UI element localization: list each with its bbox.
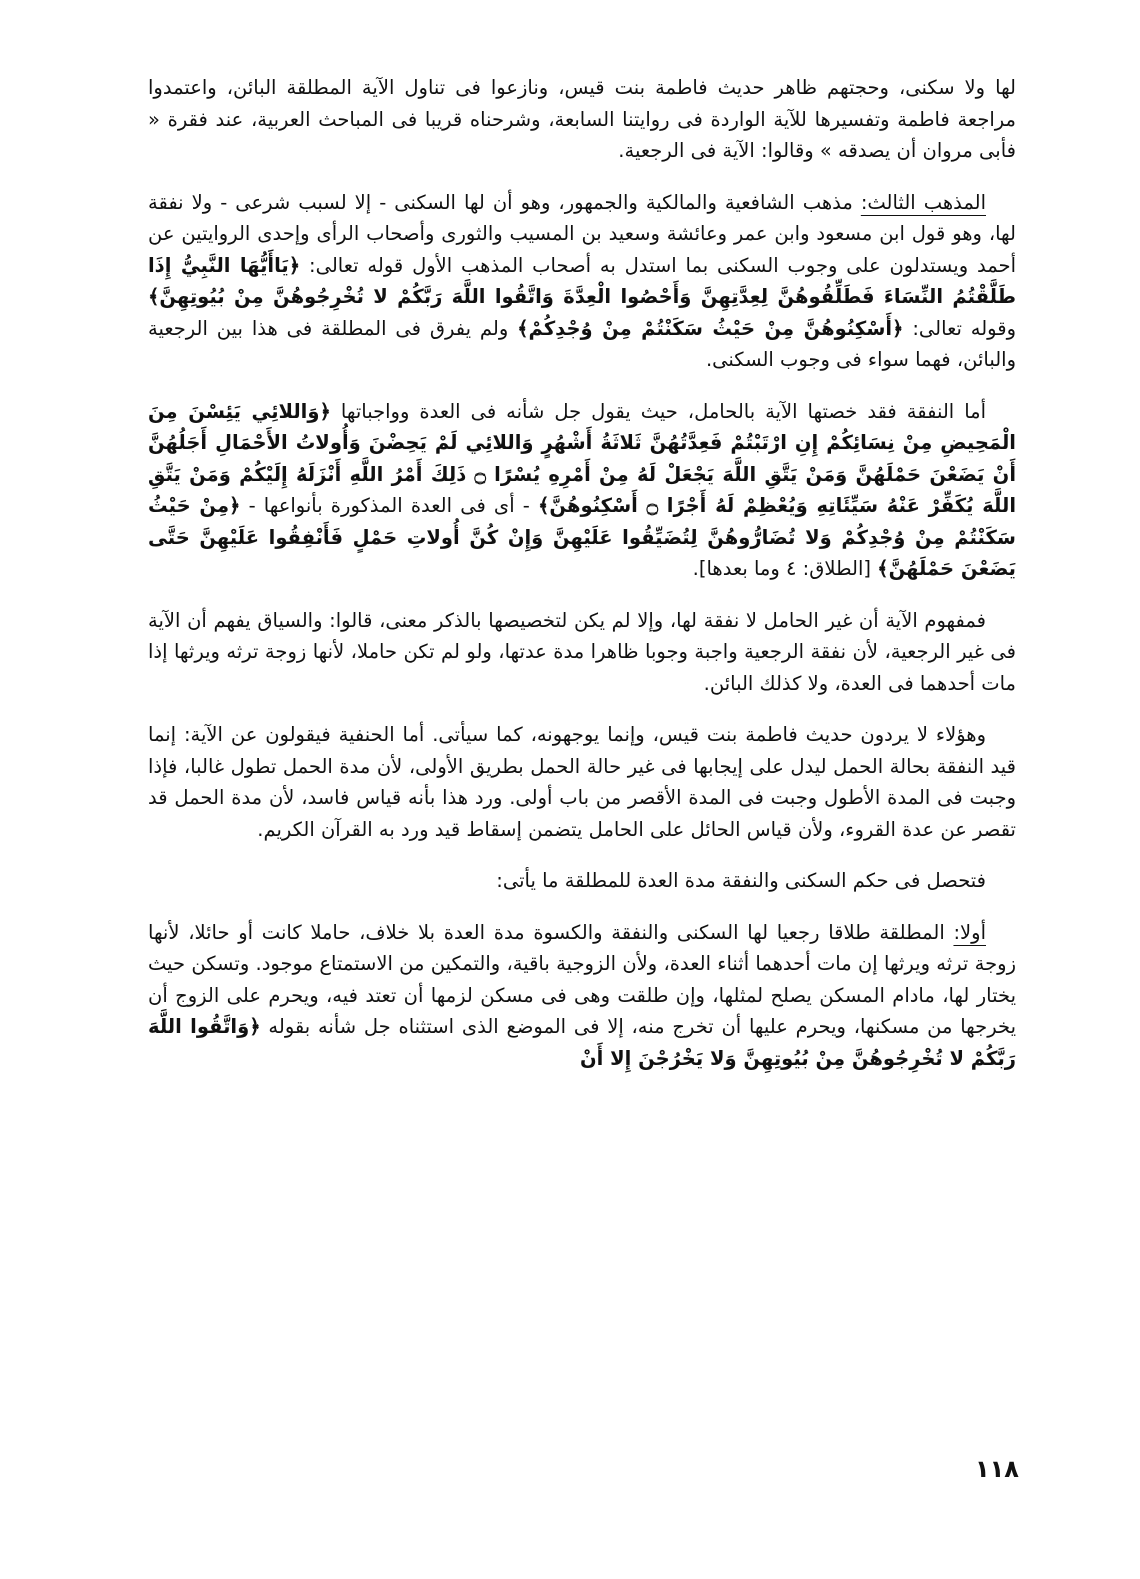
paragraph-7 [148, 917, 1016, 1075]
paragraph-2 [148, 187, 1016, 376]
paragraph-5 [148, 719, 1016, 845]
paragraph-6 [148, 865, 1016, 897]
paragraph-text: ولم يفرق فى المطلقة فى هذا بين الرجعية والبائن، فهما سواء فى وجوب السكنى. [148, 316, 1016, 371]
paragraph-text: فتحصل فى حكم السكنى والنفقة مدة العدة للمطلقة ما يأتى: [496, 869, 986, 892]
paragraph-text: فمفهوم الآية أن غير الحامل لا نفقة لها، وإلا لم يكن لتخصيصها بالذكر معنى، قالوا: والسياق يفهم أن الآية فى غير الرجعية، لأن نفقة الرجعية واجبة وجوبا ظاهرا مدة عدتها، ولو لم تكن حاملا، لأنها زوجة ترثه ويرثها إذا مات أحدهما فى العدة، ولا كذلك البائن. [148, 608, 1016, 695]
paragraph-1 [148, 72, 1016, 167]
paragraph-3 [148, 396, 1016, 585]
paragraph-text: أما النفقة فقد خصتها الآية بالحامل، حيث يقول جل شأنه فى العدة وواجباتها [330, 399, 986, 423]
paragraph-text: مذهب الشافعية والمالكية والجمهور، وهو أن لها السكنى - إلا لسبب شرعى - ولا نفقة لها، وهو قول ابن مسعود وابن عمر وعائشة وسعيد بن المسيب والثورى وأصحاب الرأى وإحدى الروايتين عن أحمد ويستدلون على وجوب السكنى بما استدل به أصحاب المذهب الأول قوله تعالى: [148, 190, 1016, 277]
paragraph-4 [148, 605, 1016, 700]
page-number: ١١٨ [975, 1455, 1019, 1483]
paragraph-text: وهؤلاء لا يردون حديث فاطمة بنت قيس، وإنما يوجهونه، كما سيأتى. أما الحنفية فيقولون عن الآية: إنما قيد النفقة بحالة الحمل ليدل على إيجابها فى غير حالة الحمل بطريق الأولى، لأن مدة الحمل تطول غالبا، فإذا وجبت فى المدة الأطول وجبت فى المدة الأقصر من باب أولى. ورد هذا بأنه قياس فاسد، لأن مدة الحمل قد تقصر عن عدة القروء، ولأن قياس الحائل على الحامل يتضمن إسقاط قيد ورد به القرآن الكريم. [148, 723, 1016, 841]
paragraph-text: لها ولا سكنى، وحجتهم ظاهر حديث فاطمة بنت قيس، ونازعوا فى تناول الآية المطلقة البائن، واعتمدوا مراجعة فاطمة وتفسيرها للآية الواردة فى روايتنا السابعة، وشرحناه قريبا فى المباحث العربية، عند فقرة « فأبى مروان أن يصدقه » وقالوا: الآية فى الرجعية. [148, 76, 1016, 162]
section-heading-first: أولا: [953, 920, 986, 944]
verse-citation: [الطلاق: ٤ وما بعدها]. [692, 557, 878, 580]
quran-verse: ﴿يَاأَيُّهَا النَّبِيُّ إِذَا طَلَّقْتُمُ النِّسَاءَ فَطَلِّقُوهُنَّ لِعِدَّتِهِنَّ وَأَحْصُوا الْعِدَّةَ وَاتَّقُوا اللَّهَ رَبَّكُمْ لا تُخْرِجُوهُنَّ مِنْ بُيُوتِهِنَّ﴾ [148, 253, 1016, 308]
document-page [148, 72, 1016, 1074]
paragraph-text: - أى فى العدة المذكورة بأنواعها - [240, 494, 538, 517]
quran-verse: ﴿وَاللائِي يَئِسْنَ مِنَ الْمَحِيضِ مِنْ نِسَائِكُمْ إِنِ ارْتَبْتُمْ فَعِدَّتُهُنَّ ثَلاثَةُ أَشْهُرٍ وَاللائِي لَمْ يَحِضْنَ وَأُولاتُ الأَحْمَالِ أَجَلُهُنَّ أَنْ يَضَعْنَ حَمْلَهُنَّ وَمَنْ يَتَّقِ اللَّهَ يَجْعَلْ لَهُ مِنْ أَمْرِهِ يُسْرًا ۝ ذَلِكَ أَمْرُ اللَّهِ أَنْزَلَهُ إِلَيْكُمْ وَمَنْ يَتَّقِ اللَّهَ يُكَفِّرْ عَنْهُ سَيِّئَاتِهِ وَيُعْظِمْ لَهُ أَجْرًا ۝ أَسْكِنُوهُنَّ﴾ [148, 399, 1017, 517]
quran-verse: ﴿أَسْكِنُوهُنَّ مِنْ حَيْثُ سَكَنْتُمْ مِنْ وُجْدِكُمْ﴾ [517, 316, 904, 340]
paragraph-text: المطلقة طلاقا رجعيا لها السكنى والنفقة والكسوة مدة العدة بلا خلاف، حاملا كانت أو حائلا، لأنها زوجة ترثه ويرثها إن مات أحدهما أثناء العدة، ولأن الزوجية باقية، والتمكين من الاستمتاع موجود. وتسكن حيث يختار لها، مادام المسكن يصلح لمثلها، وإن طلقت وهى فى مسكن لزمها أن تعتد فيه، ويحرم على الزوج أن يخرجها من مسكنها، ويحرم عليها أن تخرج منه، إلا فى الموضع الذى استثناه جل شأنه بقوله [148, 920, 1017, 1038]
quran-verse: ﴿وَاتَّقُوا اللَّهَ رَبَّكُمْ لا تُخْرِجُوهُنَّ مِنْ بُيُوتِهِنَّ وَلا يَخْرُجْنَ إِلا أَنْ [148, 1015, 1016, 1070]
quran-verse: ﴿مِنْ حَيْثُ سَكَنْتُمْ مِنْ وُجْدِكُمْ وَلا تُضَارُّوهُنَّ لِتُضَيِّقُوا عَلَيْهِنَّ وَإِنْ كُنَّ أُولاتِ حَمْلٍ فَأَنْفِقُوا عَلَيْهِنَّ حَتَّى يَضَعْنَ حَمْلَهُنَّ﴾ [148, 494, 1016, 580]
paragraph-text: وقوله تعالى: [903, 316, 1016, 340]
section-heading-third-school: المذهب الثالث: [860, 190, 986, 214]
